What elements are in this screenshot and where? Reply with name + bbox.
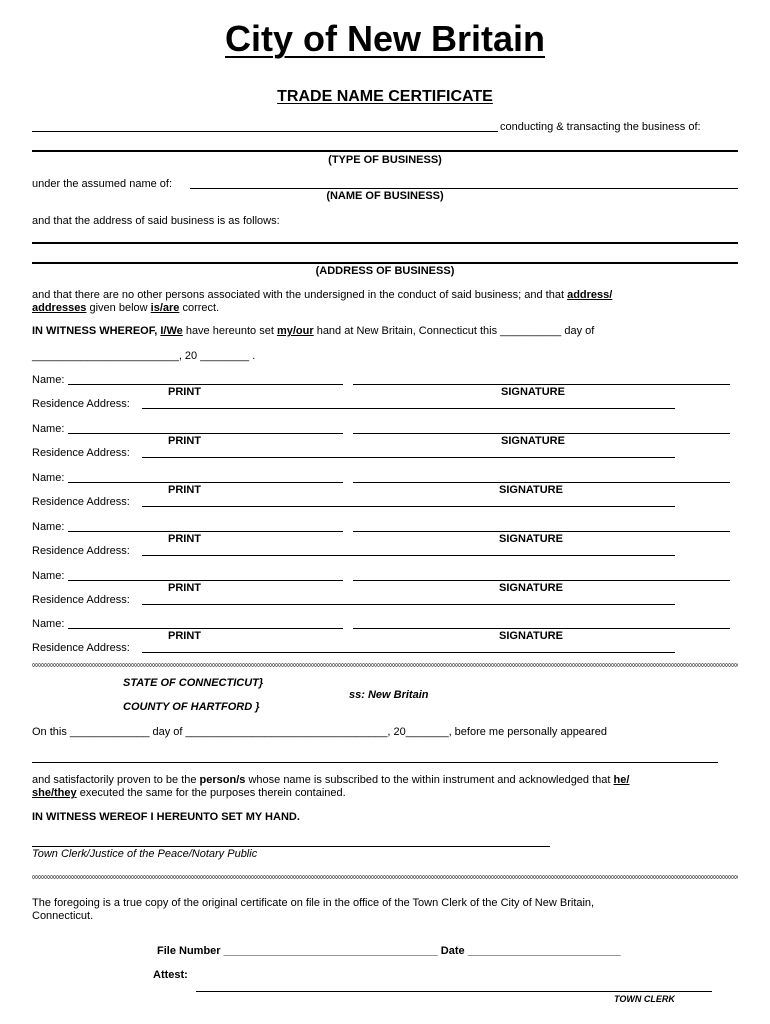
residence-address-label: Residence Address: <box>32 642 130 654</box>
proven-paragraph <box>32 774 722 800</box>
witness-paragraph <box>32 325 594 337</box>
print-name-field[interactable] <box>68 433 343 434</box>
copy-text-2: Connecticut. <box>32 910 94 922</box>
appeared-name-field[interactable] <box>32 762 718 763</box>
on-this-line[interactable]: On this _____________ day of _________________________________, 20_______, before me personally appeared <box>32 726 607 738</box>
given-below-text: given below <box>86 302 151 314</box>
residence-address-field[interactable] <box>142 652 675 653</box>
type-of-business-label: (TYPE OF BUSINESS) <box>328 154 442 166</box>
witness-date-line[interactable]: ________________________, 20 ________ . <box>32 350 256 362</box>
print-label: PRINT <box>168 582 201 594</box>
print-name-field[interactable] <box>68 580 343 581</box>
associates-text: and that there are no other persons associated with the undersigned in the conduct of said business; and that <box>32 289 568 301</box>
certificate-subtitle: TRADE NAME CERTIFICATE <box>277 88 493 105</box>
address-field-line-2[interactable] <box>32 262 738 264</box>
proven-text-1: and satisfactorily proven to be the <box>32 774 200 786</box>
associates-paragraph <box>32 289 722 315</box>
copy-text-1: The foregoing is a true copy of the original certificate on file in the office of the Town Clerk of the City of New Britain, <box>32 897 595 909</box>
residence-address-label: Residence Address: <box>32 594 130 606</box>
print-label: PRINT <box>168 386 201 398</box>
address-of-business-label <box>0 265 770 277</box>
signature-field[interactable] <box>353 384 730 385</box>
print-name-field[interactable] <box>68 628 343 629</box>
signature-label: SIGNATURE <box>499 484 563 496</box>
ss-label: ss: New Britain <box>349 689 429 701</box>
correct-text: correct. <box>179 302 220 314</box>
witness-hand-text: IN WITNESS WEREOF I HEREUNTO SET MY HAND. <box>32 811 300 823</box>
witness-mid: have hereunto set <box>182 325 277 337</box>
address-intro-text: and that the address of said business is as follows: <box>32 215 280 227</box>
signature-field[interactable] <box>353 628 730 629</box>
file-number-line[interactable]: File Number ___________________________________ Date _________________________ <box>157 945 621 957</box>
shethey-option: she/they <box>32 787 77 799</box>
print-label: PRINT <box>168 630 201 642</box>
section-divider-2 <box>32 875 738 879</box>
address-field-line-1[interactable] <box>32 242 738 244</box>
print-label: PRINT <box>168 484 201 496</box>
clerk-caption: Town Clerk/Justice of the Peace/Notary Public <box>32 848 258 860</box>
signature-label: SIGNATURE <box>501 386 565 398</box>
signature-label: SIGNATURE <box>499 533 563 545</box>
print-name-field[interactable] <box>68 482 343 483</box>
residence-address-field[interactable] <box>142 604 675 605</box>
residence-address-label: Residence Address: <box>32 398 130 410</box>
signature-field[interactable] <box>353 531 730 532</box>
signature-label: SIGNATURE <box>499 630 563 642</box>
attest-label: Attest: <box>153 969 188 981</box>
name-label: Name: <box>32 374 65 386</box>
residence-address-label: Residence Address: <box>32 447 130 459</box>
name-label: Name: <box>32 618 65 630</box>
attest-signature-field[interactable] <box>196 991 712 992</box>
signature-field[interactable] <box>353 580 730 581</box>
state-label: STATE OF CONNECTICUT} <box>123 677 264 689</box>
print-label: PRINT <box>168 533 201 545</box>
proven-text-2: whose name is subscribed to the within instrument and acknowledged that <box>245 774 614 786</box>
addresses-option: addresses <box>32 302 87 314</box>
name-of-business-label: (NAME OF BUSINESS) <box>326 190 444 202</box>
signature-label: SIGNATURE <box>501 435 565 447</box>
iwe-option: I/We <box>160 325 183 337</box>
witness-lead: IN WITNESS WHEREOF, <box>32 325 161 337</box>
county-label: COUNTY OF HARTFORD } <box>123 701 260 713</box>
residence-address-label: Residence Address: <box>32 545 130 557</box>
signature-field[interactable] <box>353 482 730 483</box>
persons-option: person/s <box>199 774 246 786</box>
address-option: address/ <box>567 289 613 301</box>
type-of-business-field[interactable] <box>32 150 738 152</box>
address-label-text: (ADDRESS OF BUSINESS) <box>315 265 455 277</box>
conducting-text: conducting & transacting the business of: <box>500 121 701 133</box>
signature-field[interactable] <box>353 433 730 434</box>
section-divider <box>32 663 738 667</box>
clerk-signature-field[interactable] <box>32 846 550 847</box>
residence-address-field[interactable] <box>142 408 675 409</box>
true-copy-paragraph <box>32 897 722 923</box>
signature-label: SIGNATURE <box>499 582 563 594</box>
residence-address-label: Residence Address: <box>32 496 130 508</box>
name-label: Name: <box>32 570 65 582</box>
name-label: Name: <box>32 472 65 484</box>
isare-option: is/are <box>150 302 180 314</box>
he-option: he/ <box>613 774 630 786</box>
assumed-name-text: under the assumed name of: <box>32 178 173 190</box>
residence-address-field[interactable] <box>142 555 675 556</box>
page-title: City of New Britain <box>224 18 546 59</box>
name-label: Name: <box>32 521 65 533</box>
witness-tail: hand at New Britain, Connecticut this __________ day of <box>313 325 595 337</box>
residence-address-field[interactable] <box>142 506 675 507</box>
owner-name-field[interactable] <box>32 122 498 135</box>
print-name-field[interactable] <box>68 384 343 385</box>
proven-text-3: executed the same for the purposes therein contained. <box>76 787 346 799</box>
residence-address-field[interactable] <box>142 457 675 458</box>
print-name-field[interactable] <box>68 531 343 532</box>
print-label: PRINT <box>168 435 201 447</box>
town-clerk-label: TOWN CLERK <box>614 994 675 1004</box>
name-label: Name: <box>32 423 65 435</box>
myour-option: my/our <box>276 325 314 337</box>
